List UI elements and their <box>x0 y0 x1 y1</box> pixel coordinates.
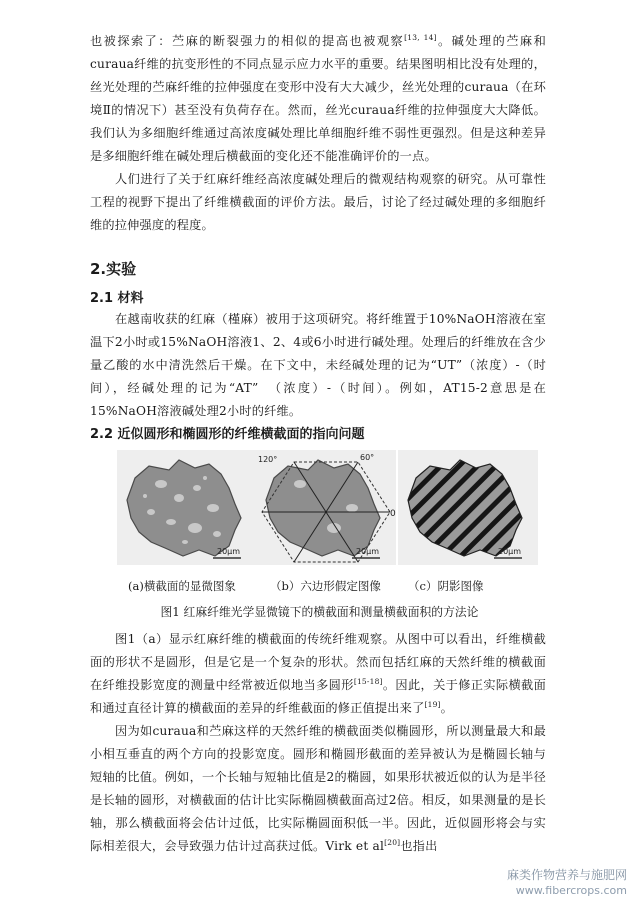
citation-15-18: [15-18] <box>353 676 383 686</box>
angle-label-60: 60° <box>360 453 375 462</box>
section-2-heading: 2.实验 <box>90 260 137 278</box>
paragraph-materials: 在越南收获的红麻（槿麻）被用于这项研究。将纤维置于10%NaOH溶液在室温下2小时或15%NaOH溶液1、2、4或6小时进行碱处理。处理后的纤维放在含少量乙酸的水中清洗然后干燥。在下文中，未经碱处理的记为“UT”（浓度）-（时间），经碱处理的记为“AT” （浓度）-（时间）。例如，AT15-2意思是在15%NaOH溶液碱处理2小时的纤维。 <box>90 312 546 418</box>
paragraph-1-text-b: 。碱处理的苎麻和curaua纤维的抗变形性的不同点显示应力水平的重要。结果图明相比没有处理的，丝光处理的苎麻纤维的拉伸强度在变形中没有大大减少，丝光处理的curaua（在环境Ⅱ的情况下）甚至没有负荷存在。然而，丝光curaua纤维的拉伸强度大大降低。我们认为多细胞纤维通过高浓度碱处理比单细胞纤维不弱性更强烈。但是这种差异是多细胞纤维在碱处理后横截面的变化还不能准确评价的一点。 <box>90 34 546 163</box>
paragraph-1-text-a: 也被探索了：苎麻的断裂强力的相似的提高也被观察 <box>90 34 405 48</box>
figure-caption-c: （c）阴影图像 <box>408 579 484 593</box>
watermark-site-name: 麻类作物营养与施肥网 <box>506 868 627 882</box>
section-2-2-heading: 2.2 近似圆形和椭圆形的纤维横截面的指向问题 <box>90 427 365 442</box>
paragraph-4-text-b: 。因此，关于修正实际横截面和通过直径计算的横截面的差异的纤维截面的修正值提出来了 <box>90 678 546 715</box>
paragraph-4-text-c: 。 <box>440 701 454 715</box>
figure-a-micrograph <box>117 450 257 565</box>
figure-caption-a: (a)横截面的显微图象 <box>128 579 236 593</box>
paragraph-1 <box>90 30 546 168</box>
paragraph-ellipse-discussion <box>90 720 546 858</box>
site-watermark <box>507 868 627 898</box>
scale-bar-label-c: 20μm <box>498 547 522 556</box>
figure-c-shaded <box>398 450 538 565</box>
angle-label-0: 0 <box>390 509 396 519</box>
citation-13-14: [13, 14] <box>404 32 437 42</box>
shaded-image <box>398 450 538 565</box>
paragraph-figure-discussion <box>90 628 546 720</box>
figure-b-hexagon <box>256 450 396 565</box>
paragraph-5-text-b: 也指出 <box>400 839 438 853</box>
angle-label-120: 120° <box>258 455 278 464</box>
scale-bar-label-b: 20μm <box>356 547 380 556</box>
figure-caption-b: （b）六边形假定图像 <box>270 579 381 593</box>
micrograph-image <box>117 450 257 565</box>
section-2-1-heading: 2.1 材料 <box>90 291 144 306</box>
hexagon-image <box>256 450 396 565</box>
watermark-url: www.fibercrops.com <box>515 884 627 897</box>
paragraph-2: 人们进行了关于红麻纤维经高浓度碱处理后的微观结构观察的研究。从可靠性工程的视野下提出了纤维横截面的评价方法。最后，讨论了经过碱处理的多细胞纤维的拉伸强度的程度。 <box>90 172 546 232</box>
scale-bar-label-a: 20μm <box>217 547 241 556</box>
figure-1-title: 图1 红麻纤维光学显微镜下的横截面和测量横截面积的方法论 <box>160 605 479 619</box>
citation-19: [19] <box>424 699 441 709</box>
paragraph-4-text-a: 图1（a）显示红麻纤维的横截面的传统纤维观察。从图中可以看出，纤维横截面的形状不是圆形，但是它是一个复杂的形状。然而包括红麻的天然纤维的横截面在纤维投影宽度的测量中经常被近似地当多圆形 <box>90 632 546 692</box>
paragraph-5-text-a: 因为如curaua和苎麻这样的天然纤维的横截面类似椭圆形，所以测量最大和最小相互垂直的两个方向的投影宽度。圆形和椭圆形截面的差异被认为是椭圆长轴与短轴的比值。例如，一个长轴与短轴比值是2的椭圆，如果形状被近似的认为是半径是长轴的圆形，对横截面的估计比实际椭圆横截面高过2倍。相反，如果测量的是长轴，那么横截面将会估计过低，比实际椭圆面积低一半。因此，近似圆形将会与实际相差很大，会导致强力估计过高获过低。Virk et al <box>90 724 546 853</box>
citation-20: [20] <box>384 837 401 847</box>
